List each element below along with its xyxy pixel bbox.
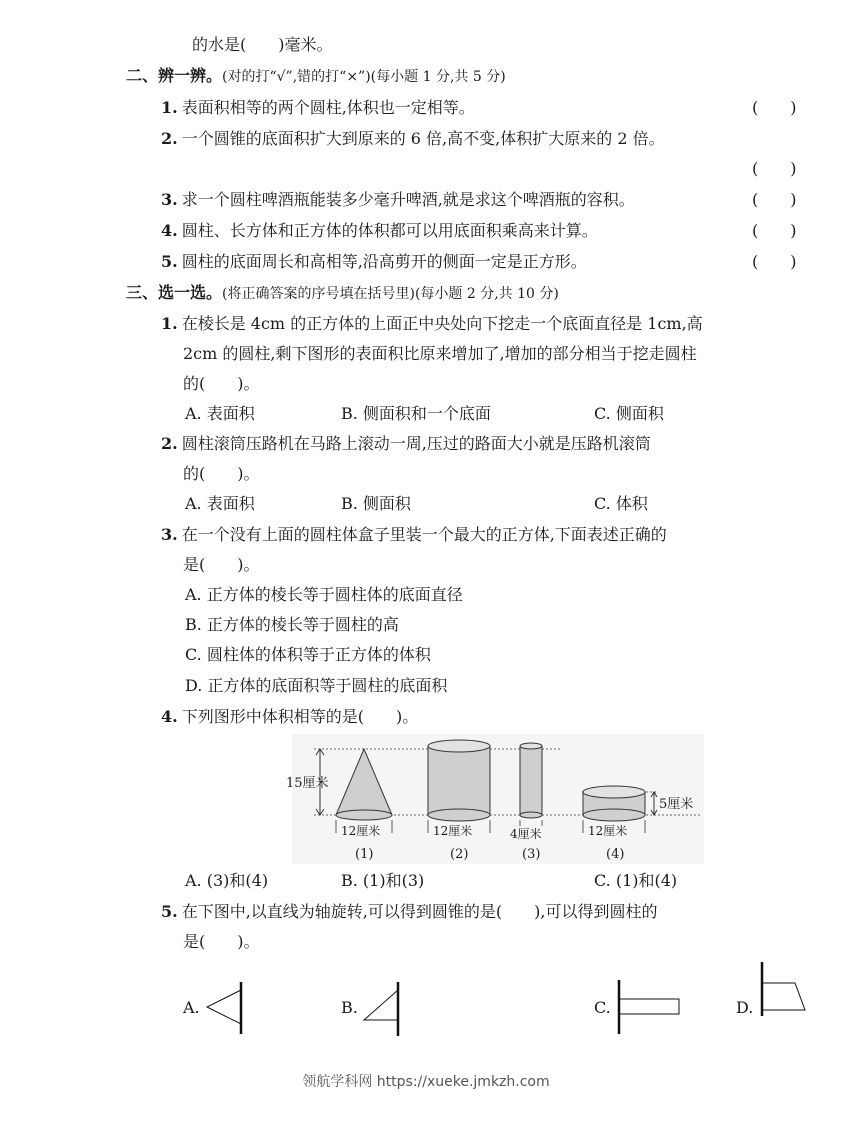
choice-q1-line-1	[161, 314, 703, 334]
thin-cylinder-body	[520, 746, 542, 815]
section-2-heading	[126, 66, 506, 87]
thin-cylinder-diameter-label: 4厘米	[510, 827, 542, 841]
item-number: 1.	[161, 314, 178, 333]
thin-cylinder-base	[520, 812, 542, 818]
item-number: 1.	[161, 98, 178, 117]
choice-q5-line-1	[161, 902, 657, 922]
q1-option-b[interactable]: B. 侧面积和一个底面	[341, 404, 491, 423]
item-number: 4.	[161, 221, 178, 240]
cone-base	[336, 810, 392, 820]
q2-option-c[interactable]: C. 体积	[594, 494, 648, 513]
cone-diameter-label: 12厘米	[341, 824, 381, 838]
item-number: 3.	[161, 525, 178, 544]
item-number: 5.	[161, 252, 178, 271]
section-3-heading	[126, 283, 559, 304]
height-label: 15厘米	[286, 776, 329, 791]
shape-b-right-triangle-icon[interactable]	[360, 980, 408, 1038]
item-number: 4.	[161, 707, 178, 726]
section-3-note: (将正确答案的序号填在括号里)(每小题 2 分,共 10 分)	[222, 286, 559, 302]
choice-q5-line-2: 是( )。	[183, 932, 260, 951]
answer-blank-3[interactable]: ( )	[752, 190, 797, 209]
section-2-title: 二、辨一辨。	[126, 66, 223, 85]
caption-3: (3)	[522, 847, 541, 862]
choice-q3-line-2: 是( )。	[183, 555, 260, 574]
q3-option-c[interactable]: C. 圆柱体的体积等于正方体的体积	[185, 645, 431, 664]
item-text: 圆柱的底面周长和高相等,沿高剪开的侧面一定是正方形。	[181, 252, 587, 271]
q4-text: 下列图形中体积相等的是( )。	[181, 707, 419, 726]
q4-option-a[interactable]: A. (3)和(4)	[185, 871, 269, 890]
q3-option-b[interactable]: B. 正方体的棱长等于圆柱的高	[185, 615, 399, 634]
answer-blank-5[interactable]: ( )	[752, 252, 797, 271]
q2-text-line: 圆柱滚筒压路机在马路上滚动一周,压过的路面大小就是压路机滚筒	[181, 434, 651, 453]
q3-option-d[interactable]: D. 正方体的底面积等于圆柱的底面积	[185, 676, 448, 695]
choice-q2-line-1	[161, 434, 651, 454]
item-number: 2.	[161, 129, 178, 148]
judge-item-1	[161, 98, 475, 118]
big-cylinder-base	[428, 809, 490, 821]
caption-1: (1)	[355, 847, 374, 862]
choice-q3-line-1	[161, 525, 667, 545]
judge-item-2	[161, 129, 665, 149]
item-number: 2.	[161, 434, 178, 453]
caption-2: (2)	[450, 847, 469, 862]
answer-blank-1[interactable]: ( )	[752, 98, 797, 117]
solids-figure	[286, 734, 704, 864]
shape-d-label: D.	[736, 998, 754, 1017]
item-text: 表面积相等的两个圆柱,体积也一定相等。	[181, 98, 475, 117]
thin-cylinder-top	[520, 743, 542, 749]
section-2-note: (对的打“√”,错的打“×”)(每小题 1 分,共 5 分)	[222, 69, 506, 85]
q2-option-b[interactable]: B. 侧面积	[341, 494, 411, 513]
short-cylinder-base	[583, 809, 645, 821]
short-cylinder-top	[583, 786, 645, 798]
q3-text-line: 在一个没有上面的圆柱体盒子里装一个最大的正方体,下面表述正确的	[181, 525, 667, 544]
shape-c-rectangle-icon[interactable]	[612, 978, 684, 1036]
big-cylinder-top	[428, 740, 490, 752]
answer-blank-4[interactable]: ( )	[752, 221, 797, 240]
page-footer: 领航学科网 https://xueke.jmkzh.com	[302, 1074, 550, 1090]
choice-q2-line-2: 的( )。	[183, 464, 260, 483]
q4-option-b[interactable]: B. (1)和(3)	[341, 871, 425, 890]
choice-q1-line-3: 的( )。	[183, 374, 260, 393]
q2-option-a[interactable]: A. 表面积	[185, 494, 255, 513]
item-number: 5.	[161, 902, 178, 921]
q1-option-a[interactable]: A. 表面积	[185, 404, 255, 423]
section-3-title: 三、选一选。	[126, 283, 223, 302]
q1-option-c[interactable]: C. 侧面积	[594, 404, 664, 423]
big-cylinder-diameter-label: 12厘米	[433, 824, 473, 838]
shape-a-triangle-icon[interactable]	[203, 980, 251, 1036]
choice-q4-line-1	[161, 707, 418, 727]
judge-item-4	[161, 221, 598, 241]
item-number: 3.	[161, 190, 178, 209]
choice-q1-line-2: 2cm 的圆柱,剩下图形的表面积比原来增加了,增加的部分相当于挖走圆柱	[183, 344, 697, 363]
item-text: 一个圆锥的底面积扩大到原来的 6 倍,高不变,体积扩大原来的 2 倍。	[181, 129, 665, 148]
q5-text-line: 在下图中,以直线为轴旋转,可以得到圆锥的是( ),可以得到圆柱的	[181, 902, 658, 921]
q1-text-line: 在棱长是 4cm 的正方体的上面正中央处向下挖走一个底面直径是 1cm,高	[181, 314, 703, 333]
short-cylinder-diameter-label: 12厘米	[588, 824, 628, 838]
judge-item-5	[161, 252, 587, 272]
q3-option-a[interactable]: A. 正方体的棱长等于圆柱体的底面直径	[185, 585, 463, 604]
shape-c-label: C.	[594, 998, 611, 1017]
item-text: 求一个圆柱啤酒瓶能装多少毫升啤酒,就是求这个啤酒瓶的容积。	[181, 190, 635, 209]
answer-blank-2[interactable]: ( )	[752, 159, 797, 178]
caption-4: (4)	[606, 847, 625, 862]
judge-item-3	[161, 190, 635, 210]
item-text: 圆柱、长方体和正方体的体积都可以用底面积乘高来计算。	[181, 221, 598, 240]
shape-a-label: A.	[183, 998, 200, 1017]
big-cylinder-body	[428, 746, 490, 815]
small-height-label: 5厘米	[659, 797, 694, 812]
previous-question-tail: 的水是( )毫米。	[192, 35, 333, 54]
q4-option-c[interactable]: C. (1)和(4)	[594, 871, 678, 890]
shape-d-trapezoid-icon[interactable]	[755, 960, 811, 1018]
shape-b-label: B.	[341, 998, 358, 1017]
